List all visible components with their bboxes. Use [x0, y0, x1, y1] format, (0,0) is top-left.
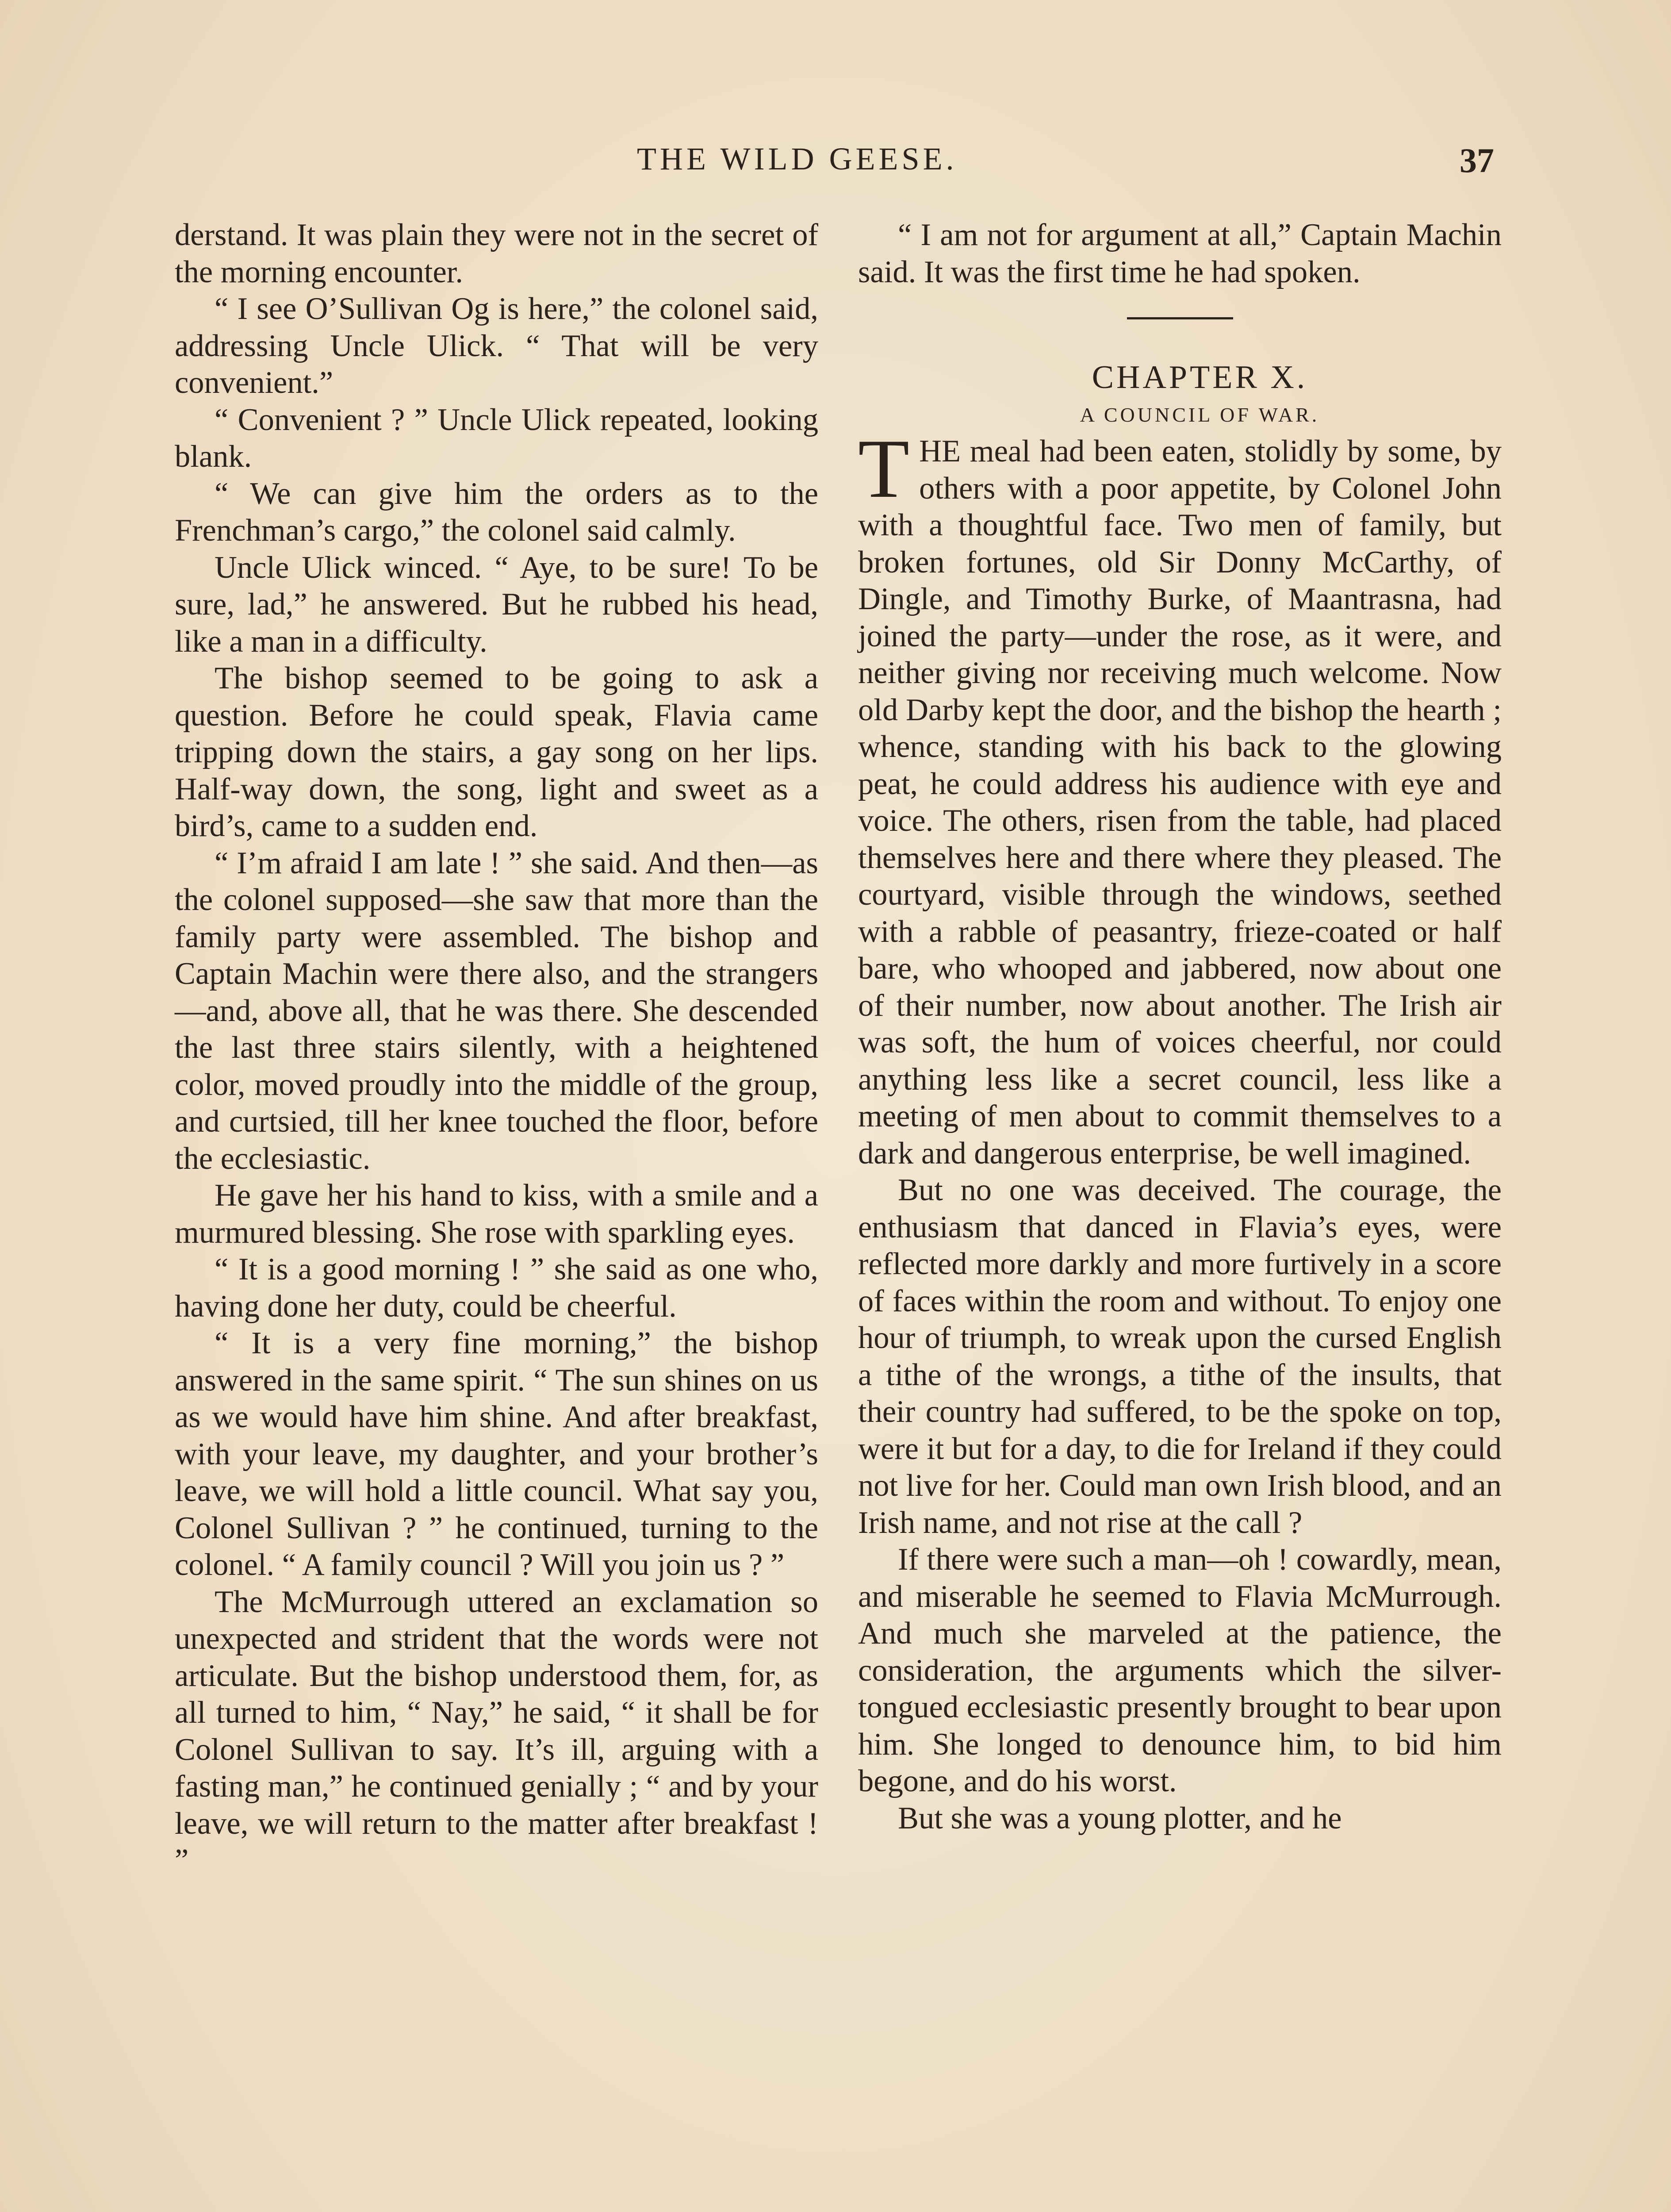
chapter-first-paragraph: [858, 422, 1502, 1172]
paragraph: Uncle Ulick winced. “ Aye, to be sure! To be sure, lad,” he answered. But he rubbed his head, like a man in a difficulty.: [175, 550, 818, 659]
drop-cap: T: [858, 422, 910, 515]
page-number: 37: [1460, 141, 1494, 180]
chapter-subtitle: A COUNCIL OF WAR.: [1080, 403, 1320, 426]
chapter-heading: CHAPTER X.: [1092, 359, 1308, 396]
paragraph: “ Convenient ? ” Uncle Ulick repeated, looking blank.: [175, 402, 818, 474]
first-paragraph-text: HE meal had been eaten, stolidly by some, by others with a poor appetite, by Colonel John with a thoughtful face. Two men of family, but broken fortunes, old Sir Donny McCarthy, of Dingle, and Timothy Burke, of Maantrasna, had joined the party—under the rose, as it were, and neither giving nor receiving much welcome. Now old Darby kept the door, and the bishop the hearth ; whence, standing with his back to the glowing peat, he could address his audience with eye and voice. The others, risen from the table, had placed themselves here and there where they pleased. The courtyard, visible through the windows, seethed with a rabble of peasantry, frieze-coated or half bare, who whooped and jabbered, now about one of their number, now about another. The Irish air was soft, the hum of voices cheerful, nor could anything less like a secret council, less like a meeting of men about to commit themselves to a dark and dangerous enterprise, be well imagined.: [858, 434, 1502, 1171]
paragraph: But she was a young plotter, and he: [898, 1801, 1342, 1836]
left-column: [175, 217, 818, 1879]
paragraph: “ I am not for argument at all,” Captain Machin said. It was the first time he had spoken.: [858, 218, 1502, 289]
paragraph: “ It is a good morning ! ” she said as one who, having done her duty, could be cheerful.: [175, 1252, 818, 1324]
paragraph: He gave her his hand to kiss, with a smile and a murmured blessing. She rose with sparkling eyes.: [175, 1178, 818, 1250]
paragraph: “ I see O’Sullivan Og is here,” the colonel said, addressing Uncle Ulick. “ That will be very convenient.”: [175, 292, 818, 400]
paragraph: But no one was deceived. The courage, the enthusiasm that danced in Flavia’s eyes, were reflected more darkly and more furtively in a score of faces within the room and without. To enjoy one hour of triumph, to wreak upon the cursed English a tithe of the wrongs, a tithe of the insults, that their country had suffered, to be the spoke on top, were it but for a day, to die for Ireland if they could not live for her. Could man own Irish blood, and an Irish name, and not rise at the call ?: [858, 1173, 1502, 1540]
running-title: THE WILD GEESE.: [637, 141, 958, 177]
section-divider: [1127, 317, 1233, 319]
paragraph: “ We can give him the orders as to the Frenchman’s cargo,” the colonel said calmly.: [175, 476, 818, 548]
right-column: [858, 217, 1502, 1837]
paragraph: “ It is a very fine morning,” the bishop answered in the same spirit. “ The sun shines on us as we would have him shine. And after breakfast, with your leave, my daughter, and your brother’s leave, we will hold a little council. What say you, Colonel Sullivan ? ” he continued, turning to the colonel. “ A family council ? Will you join us ? ”: [175, 1326, 818, 1582]
paragraph: derstand. It was plain they were not in the secret of the morning encounter.: [175, 218, 818, 289]
paragraph: The McMurrough uttered an exclamation so unexpected and strident that the words were not articulate. But the bishop understood them, for, as all turned to him, “ Nay,” he said, “ it shall be for Colonel Sullivan to say. It’s ill, arguing with a fasting man,” he continued genially ; “ and by your leave, we will return to the matter after breakfast ! ”: [175, 1584, 818, 1878]
paragraph: “ I’m afraid I am late ! ” she said. And then—as the colonel supposed—she saw that more than the family party were assembled. The bishop and Captain Machin were there also, and the strangers—and, above all, that he was there. She descended the last three stairs silently, with a heightened color, moved proudly into the middle of the group, and curtsied, till her knee touched the floor, before the ecclesiastic.: [175, 845, 818, 1176]
paragraph: If there were such a man—oh ! cowardly, mean, and miserable he seemed to Flavia McMurrough. And much she marveled at the patience, the consideration, the arguments which the silver-tongued ecclesiastic presently brought to bear upon him. She longed to denounce him, to bid him begone, and do his worst.: [858, 1542, 1502, 1798]
paragraph: The bishop seemed to be going to ask a question. Before he could speak, Flavia came tripping down the stairs, a gay song on her lips. Half-way down, the song, light and sweet as a bird’s, came to a sudden end.: [175, 661, 818, 843]
